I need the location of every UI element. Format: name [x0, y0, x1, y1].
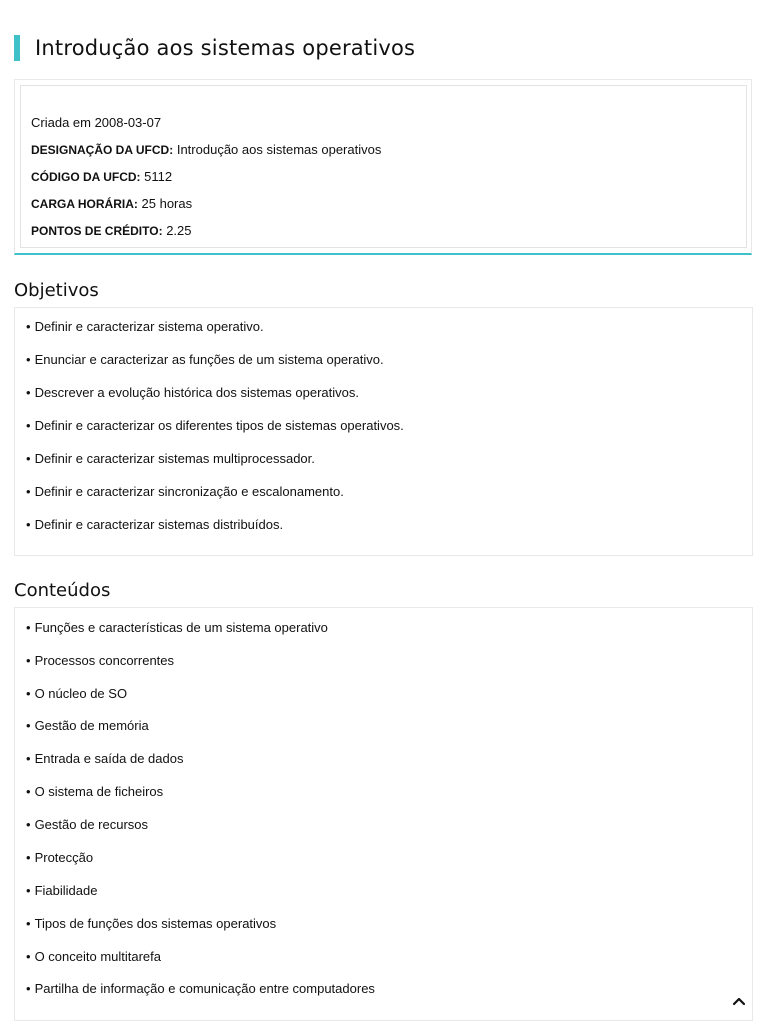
bullet: •: [26, 916, 31, 931]
list-item-text: Definir e caracterizar sistema operativo.: [34, 319, 264, 334]
bullet: •: [26, 718, 31, 733]
list-item: [26, 385, 359, 400]
bullet: •: [26, 418, 31, 433]
list-item: [26, 319, 264, 334]
list-item: [26, 686, 127, 701]
bullet: •: [26, 653, 31, 668]
hours-row: [31, 196, 192, 211]
bullet: •: [26, 883, 31, 898]
created-date: [31, 115, 161, 130]
bullet: •: [26, 319, 31, 334]
list-item: [26, 418, 404, 433]
designation-value: Introdução aos sistemas operativos: [176, 142, 382, 157]
list-item-text: Definir e caracterizar sincronização e escalonamento.: [34, 484, 344, 499]
bullet: •: [26, 517, 31, 532]
designation-row: [31, 142, 381, 157]
objetivos-heading: Objetivos: [14, 280, 99, 301]
list-item-text: O sistema de ficheiros: [34, 784, 164, 799]
list-item-text: Definir e caracterizar os diferentes tipos de sistemas operativos.: [34, 418, 404, 433]
bullet: •: [26, 686, 31, 701]
bullet: •: [26, 385, 31, 400]
bullet: •: [26, 949, 31, 964]
bullet: •: [26, 850, 31, 865]
list-item-text: Tipos de funções dos sistemas operativos: [34, 916, 277, 931]
list-item: [26, 784, 163, 799]
bullet: •: [26, 352, 31, 367]
list-item: [26, 653, 174, 668]
list-item-text: O núcleo de SO: [34, 686, 128, 701]
list-item: [26, 850, 93, 865]
bullet: •: [26, 620, 31, 635]
list-item-text: Descrever a evolução histórica dos sistemas operativos.: [34, 385, 359, 400]
bullet: •: [26, 817, 31, 832]
list-item-text: Partilha de informação e comunicação entre computadores: [34, 981, 375, 996]
list-item: [26, 517, 283, 532]
bullet: •: [26, 784, 31, 799]
list-item: [26, 916, 276, 931]
objetivos-list: [14, 307, 753, 556]
list-item-text: Funções e características de um sistema operativo: [34, 620, 328, 635]
page-title: Introdução aos sistemas operativos: [35, 36, 416, 60]
designation-label: DESIGNAÇÃO DA UFCD:: [31, 143, 174, 157]
credits-value: 2.25: [166, 223, 192, 238]
page-header: [14, 34, 415, 62]
list-item: [26, 981, 375, 996]
list-item: [26, 883, 97, 898]
hours-value: 25 horas: [141, 196, 193, 211]
list-item-text: Enunciar e caracterizar as funções de um sistema operativo.: [34, 352, 384, 367]
list-item: [26, 352, 384, 367]
bullet: •: [26, 981, 31, 996]
bullet: •: [26, 751, 31, 766]
list-item: [26, 451, 315, 466]
list-item-text: Processos concorrentes: [34, 653, 175, 668]
ufcd-info-panel: [14, 79, 752, 255]
bullet: •: [26, 451, 31, 466]
list-item-text: Fiabilidade: [34, 883, 98, 898]
scroll-to-top-button[interactable]: [728, 990, 750, 1012]
list-item-text: Protecção: [34, 850, 94, 865]
credits-row: [31, 223, 192, 238]
credits-label: PONTOS DE CRÉDITO:: [31, 224, 163, 238]
chevron-up-icon: [732, 996, 746, 1006]
list-item-text: Gestão de recursos: [34, 817, 149, 832]
hours-label: CARGA HORÁRIA:: [31, 197, 138, 211]
list-item-text: O conceito multitarefa: [34, 949, 162, 964]
list-item: [26, 484, 344, 499]
bullet: •: [26, 484, 31, 499]
list-item-text: Gestão de memória: [34, 718, 149, 733]
conteudos-list: [14, 607, 753, 1021]
title-accent-bar: [14, 35, 20, 61]
list-item: [26, 949, 161, 964]
ufcd-info-card: [20, 85, 747, 248]
list-item: [26, 751, 183, 766]
conteudos-heading: Conteúdos: [14, 580, 111, 601]
code-label: CÓDIGO DA UFCD:: [31, 170, 141, 184]
list-item: [26, 817, 148, 832]
created-date-text: Criada em 2008-03-07: [31, 115, 162, 130]
code-row: [31, 169, 172, 184]
list-item-text: Definir e caracterizar sistemas multiprocessador.: [34, 451, 315, 466]
list-item-text: Definir e caracterizar sistemas distribuídos.: [34, 517, 284, 532]
list-item: [26, 718, 149, 733]
list-item: [26, 620, 328, 635]
code-value: 5112: [144, 169, 173, 184]
list-item-text: Entrada e saída de dados: [34, 751, 184, 766]
